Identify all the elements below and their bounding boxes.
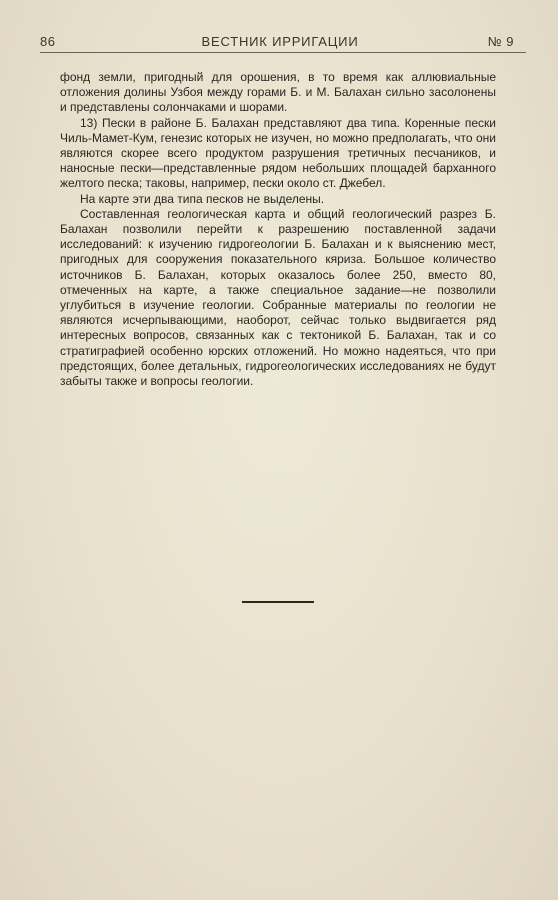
- issue-number: № 9: [487, 34, 514, 49]
- paragraph-continuation: фонд земли, пригодный для орошения, в то время как аллювиальные отложения долины Узбоя между горами Б. и М. Балахан сильно засолонены и представлены солончаками и шорами.: [60, 70, 496, 115]
- paragraph-map-note: На карте эти два типа песков не выделены.: [80, 191, 325, 206]
- paragraph-sands: 13) Пески в районе Б. Балахан представляют два типа. Коренные пески Чиль-Мамет-Кум, генезис которых не изучен, но можно предполагать, что они являются скорее всего продуктом разрушения третичных песчаников, и наносные пески—представленные рядом небольших площадей барханного желтого песка; таковы, например, пески около ст. Джебел.: [60, 115, 496, 191]
- running-header: [40, 34, 520, 54]
- end-of-article-rule: [242, 601, 314, 603]
- header-rule: [40, 52, 526, 53]
- paragraph-geology-summary: Составленная геологическая карта и общий геологический разрез Б. Балахан позволили перейти к разрешению поставленной задачи исследований: к изучению гидрогеологии Б. Балахан и к выяснению мест, пригодных для сооружения показательного кяриза. Большое количество источников Б. Балахан, которых оказалось более 250, вместо 80, отмеченных на карте, а также специальное задание—не позволили углубиться в изучение геологии. Собранные материалы по геологии не являются исчерпывающими, наоборот, сейчас только выдвигается ряд интересных вопросов, связанных как с тектоникой Б. Балахан, так и со стратиграфией особенно юрских отложений. Но можно надеяться, что при предстоящих, более детальных, гидрогеологических исследованиях не будут забыты также и вопросы геологии.: [60, 206, 496, 389]
- journal-title: ВЕСТНИК ИРРИГАЦИИ: [201, 34, 359, 49]
- article-body: [60, 70, 496, 389]
- page-number: 86: [40, 34, 56, 49]
